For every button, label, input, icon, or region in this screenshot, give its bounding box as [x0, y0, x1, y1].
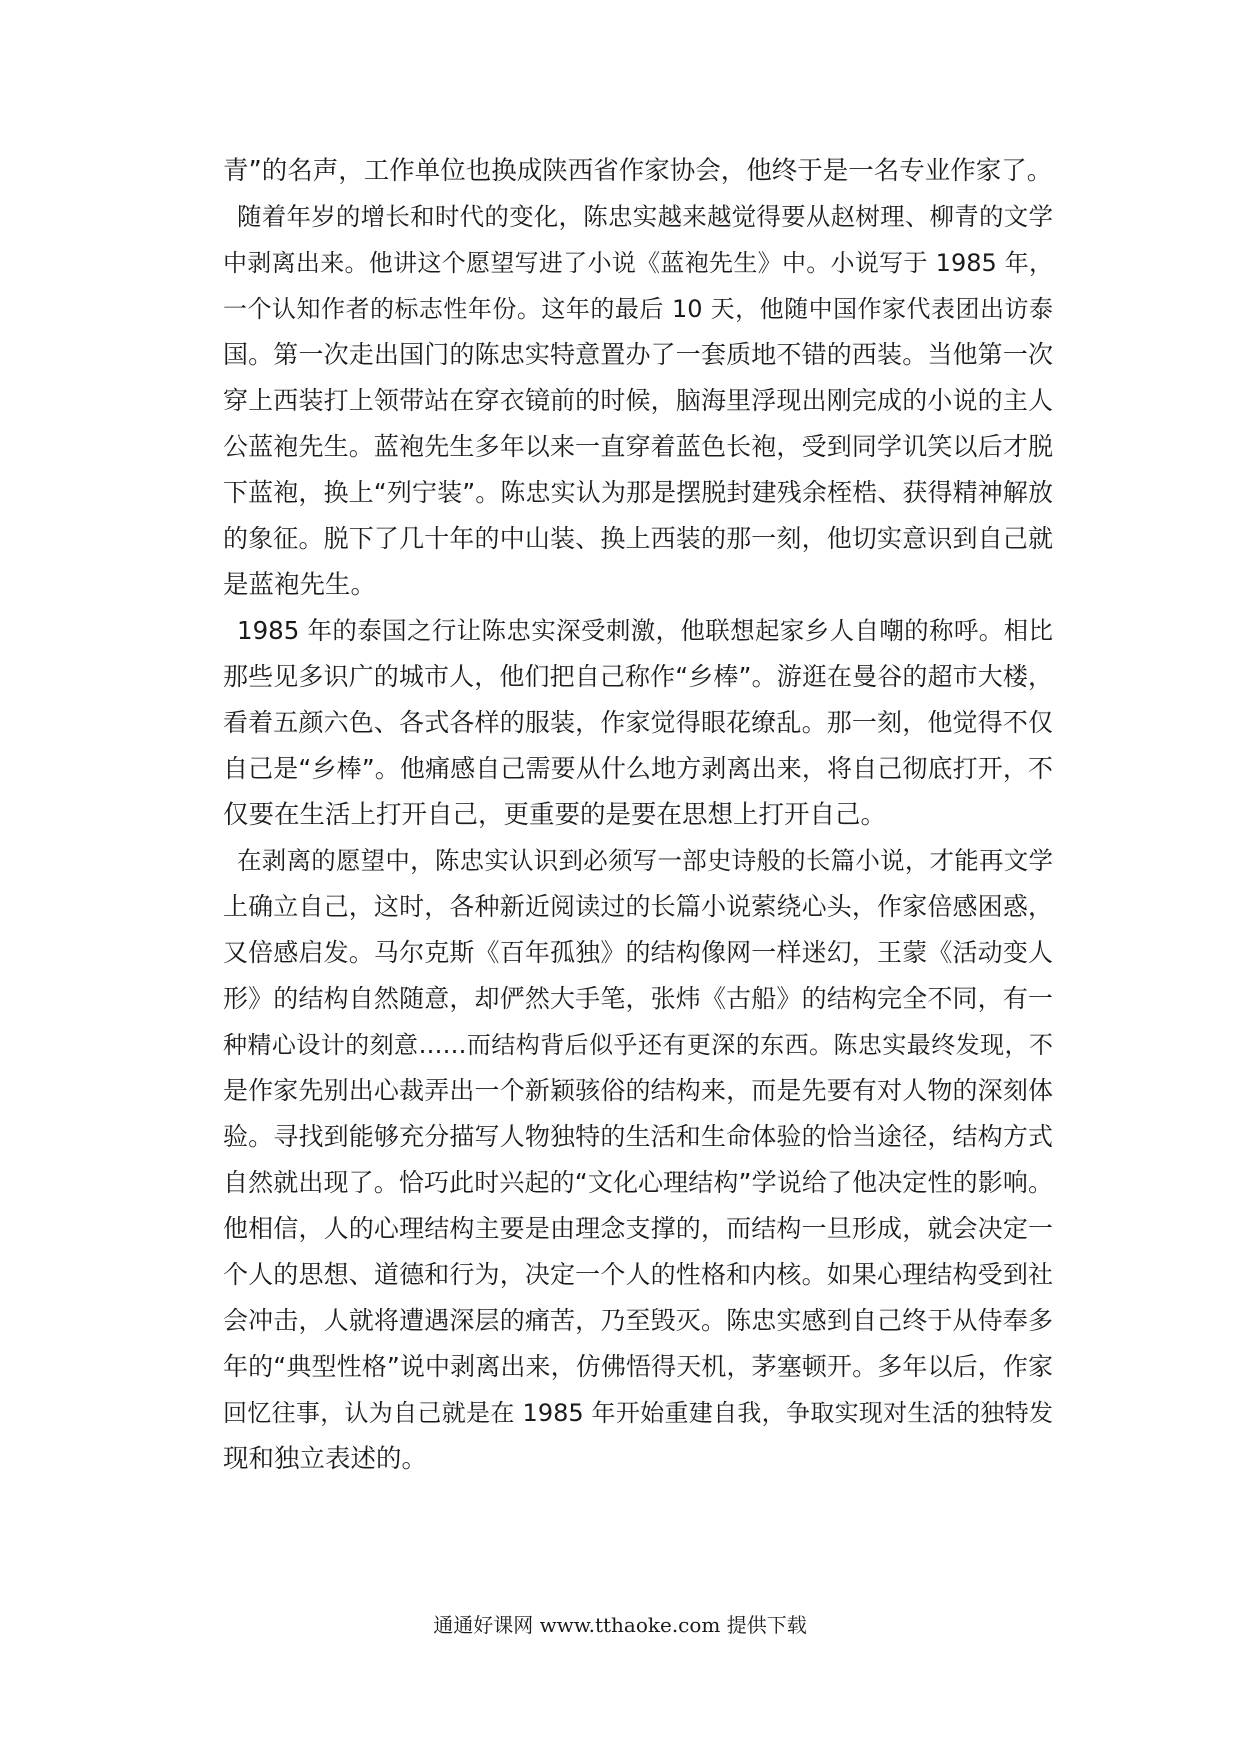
body-text-line: 会冲击，人就将遭遇深层的痛苦，乃至毁灭。陈忠实感到自己终于从侍奉多 [223, 1306, 1053, 1335]
body-text-line: 是蓝袍先生。 [223, 570, 377, 600]
page-footer: 通通好课网 www.tthaoke.com 提供下载 [433, 1613, 807, 1637]
body-text-line: 一个认知作者的标志性年份。这年的最后 10 天，他随中国作家代表团出访泰 [223, 295, 1053, 323]
body-text-line: 种精心设计的刻意……而结构背后似乎还有更深的东西。陈忠实最终发现，不 [223, 1031, 1053, 1059]
body-text-line: 看着五颜六色、各式各样的服装，作家觉得眼花缭乱。那一刻，他觉得不仅 [223, 708, 1053, 737]
body-text-line: 1985 年的泰国之行让陈忠实深受刺激，他联想起家乡人自嘲的称呼。相比 [237, 616, 1053, 645]
body-text-line: 穿上西装打上领带站在穿衣镜前的时候，脑海里浮现出刚完成的小说的主人 [223, 386, 1053, 415]
body-text-line: 在剥离的愿望中，陈忠实认识到必须写一部史诗般的长篇小说，才能再文学 [237, 846, 1053, 875]
body-text-line: 个人的思想、道德和行为，决定一个人的性格和内核。如果心理结构受到社 [223, 1260, 1053, 1289]
body-text-line: 公蓝袍先生。蓝袍先生多年以来一直穿着蓝色长袍，受到同学讥笑以后才脱 [223, 432, 1053, 461]
body-text-line: 他相信，人的心理结构主要是由理念支撑的，而结构一旦形成，就会决定一 [223, 1214, 1053, 1243]
article-body [223, 148, 1053, 1482]
body-text-line: 随着年岁的增长和时代的变化，陈忠实越来越觉得要从赵树理、柳青的文学 [237, 202, 1053, 231]
body-text-line: 自然就出现了。恰巧此时兴起的“文化心理结构”学说给了他决定性的影响。 [223, 1168, 1053, 1197]
body-text-line: 自己是“乡棒”。他痛感自己需要从什么地方剥离出来，将自己彻底打开，不 [223, 754, 1053, 783]
body-text-line: 仅要在生活上打开自己，更重要的是要在思想上打开自己。 [223, 800, 887, 830]
body-text-line: 那些见多识广的城市人，他们把自己称作“乡棒”。游逛在曼谷的超市大楼， [223, 662, 1053, 691]
body-text-line: 现和独立表述的。 [223, 1444, 428, 1474]
body-text-line: 验。寻找到能够充分描写人物独特的生活和生命体验的恰当途径，结构方式 [223, 1122, 1053, 1151]
body-text-line: 下蓝袍，换上“列宁装”。陈忠实认为那是摆脱封建残余桎梏、获得精神解放 [223, 478, 1053, 507]
body-text-line: 是作家先别出心裁弄出一个新颖骇俗的结构来，而是先要有对人物的深刻体 [223, 1076, 1053, 1105]
body-text-line: 中剥离出来。他讲这个愿望写进了小说《蓝袍先生》中。小说写于 1985 年， [223, 249, 1053, 277]
body-text-line: 形》的结构自然随意，却俨然大手笔，张炜《古船》的结构完全不同，有一 [223, 984, 1053, 1013]
body-text-line: 又倍感启发。马尔克斯《百年孤独》的结构像网一样迷幻，王蒙《活动变人 [223, 938, 1053, 967]
body-text-line: 回忆往事，认为自己就是在 1985 年开始重建自我，争取实现对生活的独特发 [223, 1399, 1053, 1427]
body-text-line: 国。第一次走出国门的陈忠实特意置办了一套质地不错的西装。当他第一次 [223, 340, 1053, 369]
body-text-line: 青”的名声，工作单位也换成陕西省作家协会，他终于是一名专业作家了。 [223, 156, 1053, 186]
body-text-line: 年的“典型性格”说中剥离出来，仿佛悟得天机，茅塞顿开。多年以后，作家 [223, 1352, 1053, 1381]
body-text-line: 的象征。脱下了几十年的中山装、换上西装的那一刻，他切实意识到自己就 [223, 524, 1053, 553]
body-text-line: 上确立自己，这时，各种新近阅读过的长篇小说萦绕心头，作家倍感困惑， [223, 892, 1053, 921]
